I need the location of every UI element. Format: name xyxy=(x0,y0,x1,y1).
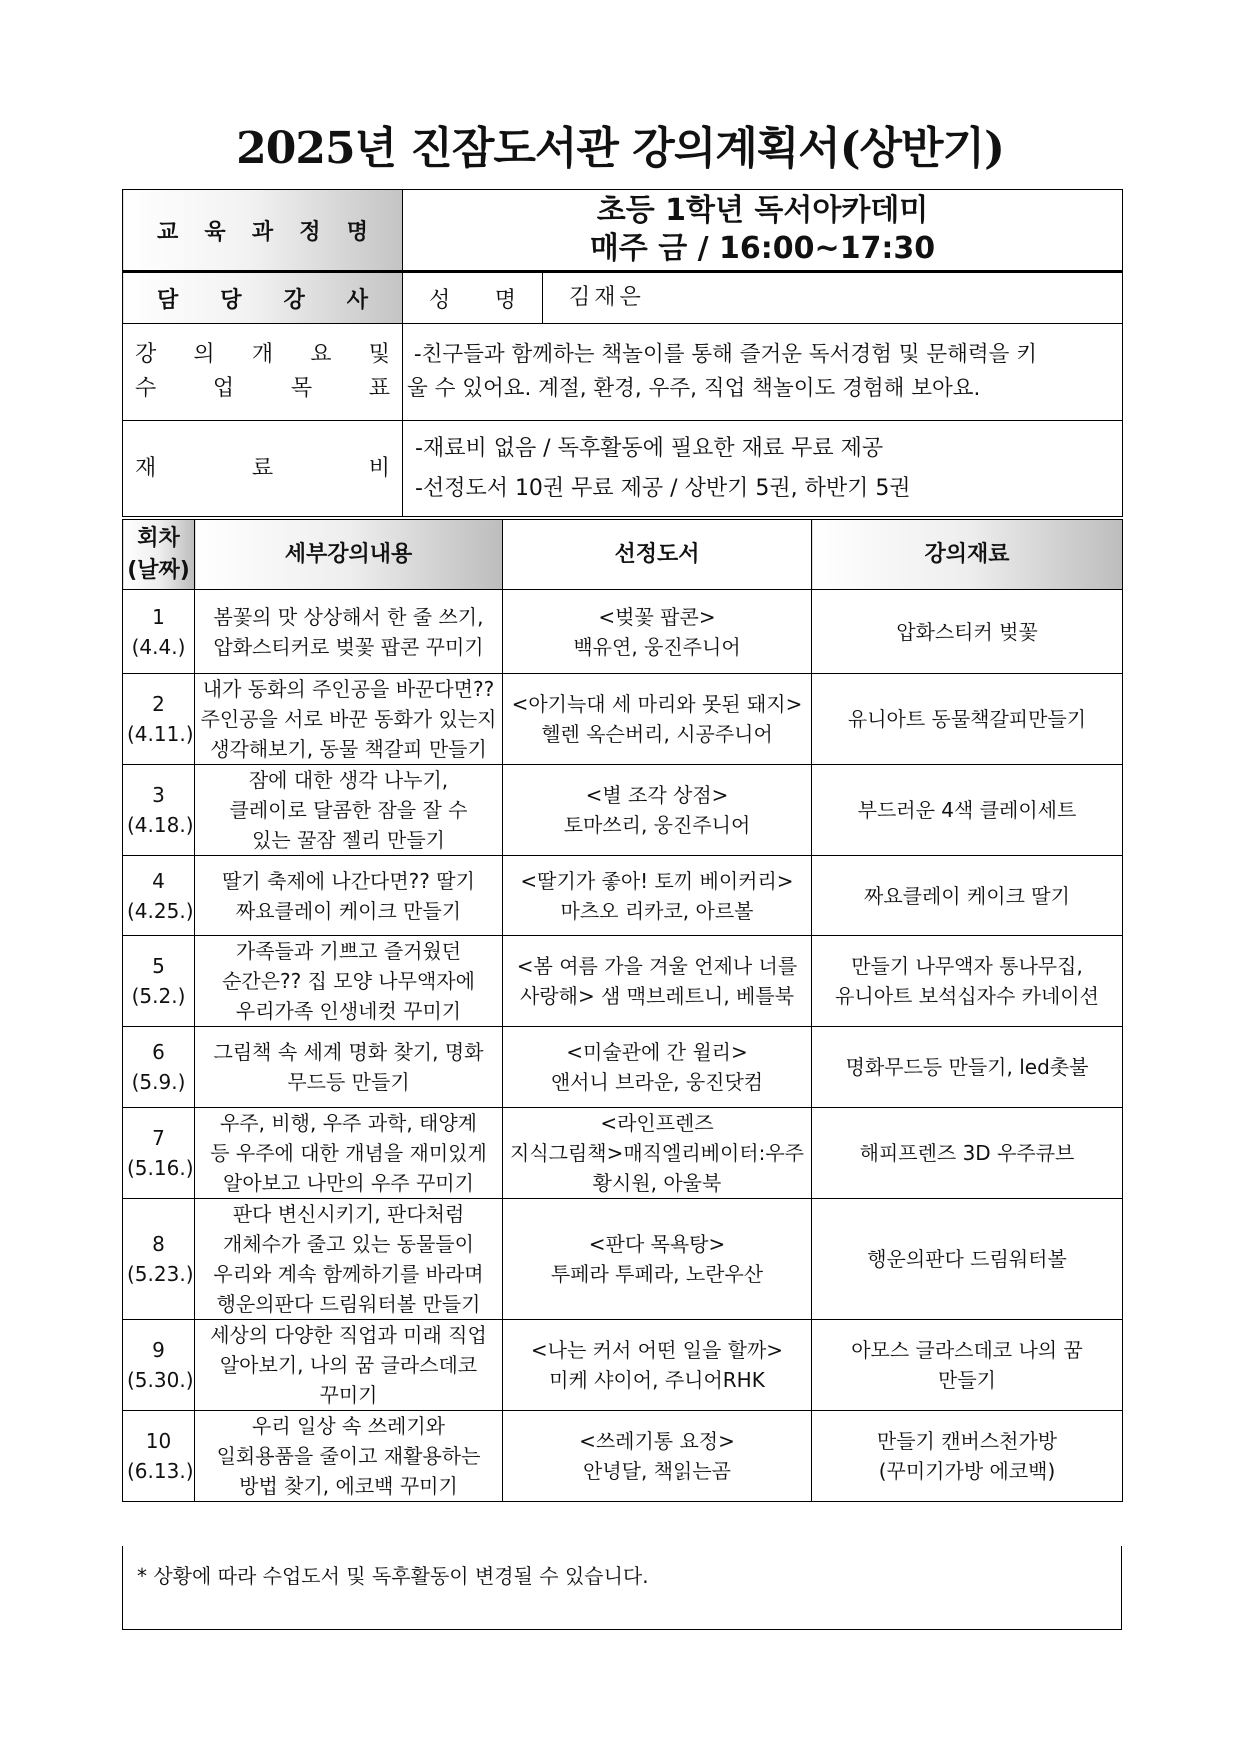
material-line: (꾸미기가방 에코백) xyxy=(878,1459,1056,1483)
material-cell xyxy=(812,856,1123,936)
book-line: <딸기가 좋아! 토끼 베이커리> xyxy=(520,868,794,893)
course-name-cell xyxy=(403,190,1123,272)
name-label xyxy=(403,272,543,324)
overview-label-1-char: 의 xyxy=(193,342,215,367)
round-number: 2 xyxy=(152,692,165,716)
material-line: 행운의판다 드림워터볼 xyxy=(867,1247,1067,1271)
schedule-row xyxy=(123,1199,1123,1320)
lecture-content-line: 개체수가 줄고 있는 동물들이 xyxy=(223,1232,474,1256)
overview-label-2-char: 표 xyxy=(368,376,390,401)
instructor-label-char: 사 xyxy=(346,287,368,313)
lecture-content-line: 우리와 계속 함께하기를 바라며 xyxy=(213,1262,484,1286)
lecture-content-line: 잠에 대한 생각 나누기, xyxy=(248,768,449,792)
lecture-content-line: 우리가족 인생네컷 꾸미기 xyxy=(235,999,462,1023)
material-line-2: -선정도서 10권 무료 제공 / 상반기 5권, 하반기 5권 xyxy=(415,475,911,501)
overview-label-1-char: 개 xyxy=(251,342,274,367)
round-cell xyxy=(123,674,195,765)
page-title: 2025년 진잠도서관 강의계획서(상반기) xyxy=(236,123,1004,174)
book-cell xyxy=(503,1027,812,1108)
content-cell xyxy=(195,1108,503,1199)
round-cell xyxy=(123,765,195,856)
overview-label-1-char: 요 xyxy=(310,342,332,367)
course-label-char: 정 xyxy=(299,219,321,245)
lecture-content-line: 가족들과 기쁘고 즐거웠던 xyxy=(235,939,462,963)
book-cell xyxy=(503,856,812,936)
content-cell xyxy=(195,590,503,674)
book-line: <봄 여름 가을 겨울 언제나 너를 xyxy=(516,954,798,978)
book-line: <라인프렌즈 xyxy=(600,1111,714,1135)
round-number: 9 xyxy=(152,1338,165,1362)
instructor-label xyxy=(123,272,403,324)
round-date: (5.30.) xyxy=(127,1368,194,1392)
round-number: 1 xyxy=(152,604,165,629)
round-date: (5.9.) xyxy=(131,1070,186,1094)
book-line: 사랑해> 샘 맥브레트니, 베틀북 xyxy=(519,984,795,1008)
material-fee-text xyxy=(403,421,1123,517)
material-line: 부드러운 4색 클레이세트 xyxy=(857,798,1077,822)
course-info-table xyxy=(122,189,1123,517)
course-time: 매주 금 / 16:00~17:30 xyxy=(589,231,936,266)
course-label-char: 육 xyxy=(204,219,226,245)
material-cell xyxy=(812,590,1123,674)
round-cell xyxy=(123,1199,195,1320)
overview-label-2-char: 수 xyxy=(135,376,157,401)
round-header: 회차 (날짜) xyxy=(123,520,195,590)
round-date: (5.2.) xyxy=(131,984,186,1008)
material-line: 해피프렌즈 3D 우주큐브 xyxy=(859,1141,1075,1165)
lecture-content-line: 판다 변신시키기, 판다처럼 xyxy=(232,1202,465,1226)
instructor-label-char: 당 xyxy=(220,287,242,313)
material-line-1: -재료비 없음 / 독후활동에 필요한 재료 무료 제공 xyxy=(415,435,884,461)
material-line: 유니아트 보석십자수 카네이션 xyxy=(835,984,1099,1008)
book-line: 안녕달, 책읽는곰 xyxy=(583,1459,731,1483)
book-line: <쓰레기통 요정> xyxy=(579,1429,735,1453)
book-line: 황시원, 아울북 xyxy=(592,1171,722,1195)
course-label-char: 명 xyxy=(346,219,368,245)
round-date: (5.16.) xyxy=(127,1156,194,1180)
lecture-content-line: 짜요클레이 케이크 만들기 xyxy=(235,898,462,923)
book-cell xyxy=(503,765,812,856)
content-cell xyxy=(195,936,503,1027)
overview-label-2-char: 목 xyxy=(290,376,313,401)
schedule-row xyxy=(123,1320,1123,1411)
round-cell xyxy=(123,1027,195,1108)
schedule-row xyxy=(123,590,1123,674)
book-line: 토마쓰리, 웅진주니어 xyxy=(563,813,751,837)
name-label-char: 성 xyxy=(429,287,451,313)
round-cell xyxy=(123,590,195,674)
book-line: 미케 샤이어, 주니어RHK xyxy=(549,1368,765,1392)
material-line: 압화스티커 벚꽃 xyxy=(896,619,1038,644)
material-cell xyxy=(812,936,1123,1027)
overview-text xyxy=(403,324,1123,421)
round-date: (6.13.) xyxy=(127,1459,194,1483)
content-cell xyxy=(195,856,503,936)
book-header: 선정도서 xyxy=(503,520,812,590)
material-line: 만들기 캔버스천가방 xyxy=(876,1429,1058,1453)
book-line: <나는 커서 어떤 일을 할까> xyxy=(530,1338,784,1362)
material-cell xyxy=(812,1320,1123,1411)
material-label-char: 비 xyxy=(368,455,390,481)
schedule-row xyxy=(123,674,1123,765)
overview-line-1: -친구들과 함께하는 책놀이를 통해 즐거운 독서경험 및 문해력을 키 xyxy=(407,342,1038,367)
round-date: (4.18.) xyxy=(127,813,194,837)
material-cell xyxy=(812,1199,1123,1320)
lecture-content-line: 알아보고 나만의 우주 꾸미기 xyxy=(223,1171,474,1195)
book-cell xyxy=(503,1411,812,1502)
round-cell xyxy=(123,1320,195,1411)
overview-label-1-char: 강 xyxy=(135,342,157,367)
material-label-char: 료 xyxy=(251,455,274,481)
content-cell xyxy=(195,1411,503,1502)
round-cell xyxy=(123,1411,195,1502)
schedule-row xyxy=(123,1108,1123,1199)
lecture-content-line: 딸기 축제에 나간다면?? 딸기 xyxy=(222,868,475,893)
lecture-content-line: 행운의판다 드림워터볼 만들기 xyxy=(216,1292,481,1316)
lecture-content-line: 내가 동화의 주인공을 바꾼다면?? xyxy=(202,677,495,701)
material-cell xyxy=(812,765,1123,856)
lecture-content-line: 무드등 만들기 xyxy=(287,1070,410,1094)
material-header: 강의재료 xyxy=(812,520,1123,590)
overview-label-2-char: 업 xyxy=(212,376,235,401)
instructor-label-char: 담 xyxy=(157,287,179,313)
schedule-table xyxy=(122,519,1123,1502)
book-cell xyxy=(503,674,812,765)
material-cell xyxy=(812,1411,1123,1502)
book-line: <벚꽃 팝콘> xyxy=(598,604,716,629)
lecture-content-line: 등 우주에 대한 개념을 재미있게 xyxy=(210,1141,487,1165)
overview-label-1-char: 및 xyxy=(368,342,390,367)
book-line: <판다 목욕탕> xyxy=(588,1232,726,1256)
material-line: 유니아트 동물책갈피만들기 xyxy=(847,707,1087,731)
lecture-content-line: 클레이로 달콤한 잠을 잘 수 xyxy=(229,798,468,822)
round-number: 8 xyxy=(152,1232,165,1256)
content-cell xyxy=(195,1199,503,1320)
material-cell xyxy=(812,1027,1123,1108)
lecture-content-line: 압화스티커로 벚꽃 팝콘 꾸미기 xyxy=(213,634,484,659)
book-line: 백유연, 웅진주니어 xyxy=(573,634,741,659)
round-date: (5.23.) xyxy=(127,1262,194,1286)
overview-label xyxy=(123,324,403,421)
overview-line-2: 울 수 있어요. 계절, 환경, 우주, 직업 책놀이도 경험해 보아요. xyxy=(407,376,981,401)
content-cell xyxy=(195,1027,503,1108)
book-cell xyxy=(503,1320,812,1411)
book-line: <아기늑대 세 마리와 못된 돼지> xyxy=(511,692,803,716)
schedule-row xyxy=(123,1411,1123,1502)
lecture-content-line: 방법 찾기, 에코백 꾸미기 xyxy=(239,1474,458,1498)
content-cell xyxy=(195,674,503,765)
lecture-content-line: 우리 일상 속 쓰레기와 xyxy=(252,1414,445,1438)
material-line: 만들기 나무액자 통나무집, xyxy=(851,954,1083,978)
material-cell xyxy=(812,1108,1123,1199)
lecture-content-line: 일회용품을 줄이고 재활용하는 xyxy=(216,1444,481,1468)
content-cell xyxy=(195,765,503,856)
lecture-content-line: 순간은?? 집 모양 나무액자에 xyxy=(222,969,475,993)
footnote: * 상황에 따라 수업도서 및 독후활동이 변경될 수 있습니다. xyxy=(122,1546,1122,1630)
round-cell xyxy=(123,1108,195,1199)
course-label-char: 과 xyxy=(251,219,274,245)
material-line: 짜요클레이 케이크 딸기 xyxy=(864,883,1070,908)
course-name: 초등 1학년 독서아카데미 xyxy=(596,193,929,228)
schedule-row xyxy=(123,1027,1123,1108)
content-cell xyxy=(195,1320,503,1411)
instructor-label-char: 강 xyxy=(283,287,305,313)
name-label-char: 명 xyxy=(494,287,516,313)
book-line: <미술관에 간 윌리> xyxy=(566,1040,748,1064)
round-number: 3 xyxy=(152,783,165,807)
lecture-content-line: 있는 꿀잠 젤리 만들기 xyxy=(252,828,445,852)
course-label-char: 교 xyxy=(157,219,179,245)
lecture-content-line: 우주, 비행, 우주 과학, 태양계 xyxy=(219,1111,478,1135)
round-number: 4 xyxy=(152,868,165,893)
lecture-content-line: 생각해보기, 동물 책갈피 만들기 xyxy=(210,737,487,761)
lecture-content-line: 봄꽃의 맛 상상해서 한 줄 쓰기, xyxy=(213,604,484,629)
material-line: 명화무드등 만들기, led촛불 xyxy=(845,1055,1089,1079)
lecture-content-line: 그림책 속 세계 명화 찾기, 명화 xyxy=(213,1040,484,1064)
schedule-row xyxy=(123,856,1123,936)
book-line: 앤서니 브라운, 웅진닷컴 xyxy=(550,1070,764,1094)
round-number: 5 xyxy=(152,954,165,978)
round-date: (4.4.) xyxy=(131,634,186,659)
book-cell xyxy=(503,1199,812,1320)
lecture-content-line: 꾸미기 xyxy=(319,1383,378,1407)
book-cell xyxy=(503,1108,812,1199)
book-line: <별 조각 상점> xyxy=(585,783,729,807)
schedule-row xyxy=(123,936,1123,1027)
lecture-content-line: 알아보기, 나의 꿈 글라스데코 xyxy=(219,1353,478,1377)
book-line: 헬렌 옥슨버리, 시공주니어 xyxy=(541,722,773,746)
book-line: 투페라 투페라, 노란우산 xyxy=(550,1262,764,1286)
material-line: 아모스 글라스데코 나의 꿈 xyxy=(851,1338,1083,1362)
instructor-name: 김재은 xyxy=(543,272,1123,324)
round-cell xyxy=(123,936,195,1027)
book-line: 지식그림책>매직엘리베이터:우주 xyxy=(510,1141,804,1165)
schedule-row xyxy=(123,765,1123,856)
round-cell xyxy=(123,856,195,936)
book-line: 마츠오 리카코, 아르볼 xyxy=(560,898,754,923)
round-number: 10 xyxy=(145,1429,172,1453)
round-date: (4.25.) xyxy=(127,898,194,923)
material-line: 만들기 xyxy=(938,1368,996,1392)
material-label-char: 재 xyxy=(135,455,157,481)
content-header: 세부강의내용 xyxy=(195,520,503,590)
lecture-content-line: 세상의 다양한 직업과 미래 직업 xyxy=(210,1323,487,1347)
book-cell xyxy=(503,936,812,1027)
round-number: 7 xyxy=(152,1126,165,1150)
course-name-label xyxy=(123,190,403,272)
round-date: (4.11.) xyxy=(127,722,194,746)
material-cell xyxy=(812,674,1123,765)
material-fee-label xyxy=(123,421,403,517)
lecture-content-line: 주인공을 서로 바꾼 동화가 있는지 xyxy=(200,707,497,731)
round-number: 6 xyxy=(152,1040,165,1064)
book-cell xyxy=(503,590,812,674)
